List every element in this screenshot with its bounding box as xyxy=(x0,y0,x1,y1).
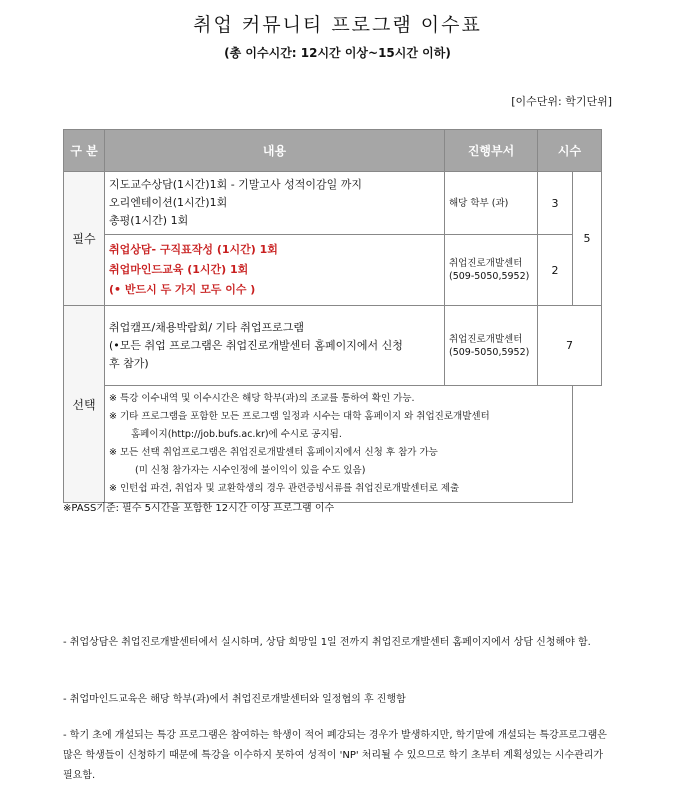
content-line: 지도교수상담(1시간)1회 - 기말고사 성적이감일 까지 xyxy=(109,178,363,191)
header-content: 내용 xyxy=(105,130,445,172)
unit-note: [이수단위: 학기단위] xyxy=(511,95,612,108)
paragraph-lecture-notice: - 학기 초에 개설되는 특강 프로그램은 참여하는 학생이 적어 폐강되는 경우가 발생하지만, 학기말에 개설되는 특강프로그램은 많은 학생들이 신청하기 때문에 특강을 이수하지 못하여 성적이 'NP' 처리될 수 있으므로 학기 초부터 계획성있는 시수관리가 필요함. xyxy=(63,730,607,781)
note-line: ※ 인턴쉽 파견, 취업자 및 교환학생의 경우 관련증빙서류를 취업진로개발센터로 제출 xyxy=(109,483,460,494)
pass-criteria: ※PASS기준: 필수 5시간을 포함한 12시간 이상 프로그램 이수 xyxy=(63,503,335,514)
content-line: 취업상담- 구직표작성 (1시간) 1회 xyxy=(109,243,278,256)
dept-line: (509-5050,5952) xyxy=(449,271,530,282)
required-dept-1: 해당 학부 (과) xyxy=(445,172,538,235)
empty-cell xyxy=(573,386,602,503)
page-subtitle: (총 이수시간: 12시간 이상~15시간 이하) xyxy=(224,46,451,60)
content-line: 총평(1시간) 1회 xyxy=(109,214,189,227)
elective-label: 선택 xyxy=(64,306,105,503)
content-line: 후 참가) xyxy=(109,356,149,370)
table-row xyxy=(64,235,602,306)
elective-hours: 7 xyxy=(538,306,602,386)
table-row xyxy=(64,306,602,386)
content-line: (•모든 취업 프로그램은 취업진로개발센터 홈페이지에서 신청 xyxy=(109,338,403,352)
content-line: 오리엔테이션(1시간)1회 xyxy=(109,196,228,209)
required-content-2 xyxy=(105,235,445,306)
note-line: ※ 특강 이수내역 및 이수시간은 해당 학부(과)의 조교를 통하여 확인 가능. xyxy=(109,393,415,404)
header-hours: 시수 xyxy=(538,130,602,172)
required-total-hours: 5 xyxy=(573,172,602,306)
note-line: 홈페이지(http://job.bufs.ac.kr)에 수시로 공지됨. xyxy=(131,429,342,440)
elective-dept xyxy=(445,306,538,386)
dept-line: 취업진로개발센터 xyxy=(449,333,523,345)
paragraph-mind-education: - 취업마인드교육은 해당 학부(과)에서 취업진로개발센터와 일정협의 후 진행함 xyxy=(63,694,406,705)
page-title: 취업 커뮤니티 프로그램 이수표 xyxy=(193,14,482,36)
table-row xyxy=(64,172,602,235)
required-content-1 xyxy=(105,172,445,235)
paragraph-counseling: - 취업상담은 취업진로개발센터에서 실시하며, 상담 희망일 1일 전까지 취업진로개발센터 홈페이지에서 상담 신청해야 함. xyxy=(63,637,591,648)
table-row xyxy=(64,386,602,503)
dept-line: (509-5050,5952) xyxy=(449,346,530,358)
elective-notes xyxy=(105,386,573,503)
table-header-row xyxy=(64,130,602,172)
note-line: ※ 기타 프로그램을 포함한 모든 프로그램 일정과 시수는 대학 홈페이지 와 취업진로개발센터 xyxy=(109,411,490,422)
header-dept: 진행부서 xyxy=(445,130,538,172)
content-line: (• 반드시 두 가지 모두 이수 ) xyxy=(109,283,256,296)
required-hours-1: 3 xyxy=(538,172,573,235)
content-line: 취업마인드교육 (1시간) 1회 xyxy=(109,263,249,276)
header-gubun: 구 분 xyxy=(64,130,105,172)
note-line: (미 신청 참가자는 시수인정에 불이익이 있을 수도 있음) xyxy=(135,465,366,476)
content-line: 취업캠프/채용박람회/ 기타 취업프로그램 xyxy=(109,320,305,334)
dept-line: 취업진로개발센터 xyxy=(449,258,523,269)
required-dept-2 xyxy=(445,235,538,306)
note-line: ※ 모든 선택 취업프로그램은 취업진로개발센터 홈페이지에서 신청 후 참가 가능 xyxy=(109,447,438,458)
elective-content xyxy=(105,306,445,386)
program-table xyxy=(63,129,602,503)
required-label: 필수 xyxy=(64,172,105,306)
required-hours-2: 2 xyxy=(538,235,573,306)
